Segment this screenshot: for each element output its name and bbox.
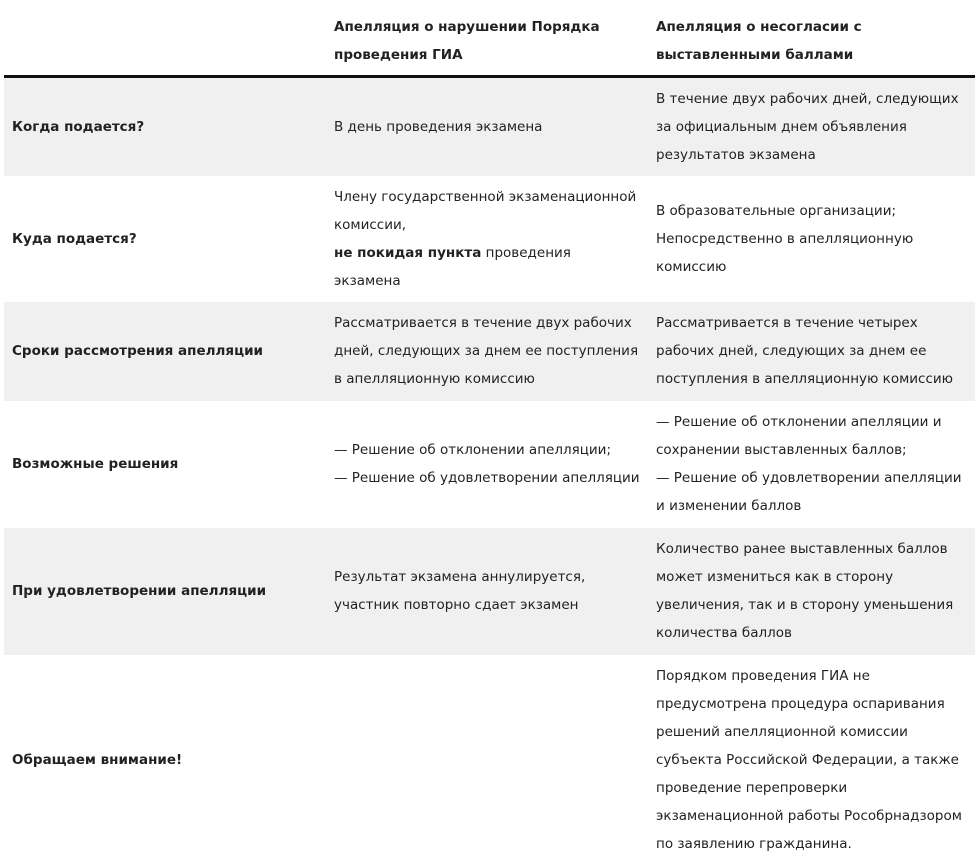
table-row-when bbox=[4, 76, 975, 176]
cell-score-disagreement bbox=[648, 401, 975, 528]
cell-text: проведения экзамена bbox=[334, 244, 571, 289]
row-label: Обращаем внимание! bbox=[12, 751, 183, 768]
cell-procedure-violation: Рассматривается в течение двух рабочих дней, следующих за днем ее поступления в апелляционную комиссию bbox=[326, 302, 648, 401]
table-row-review-period bbox=[4, 302, 975, 401]
table-body bbox=[4, 76, 975, 865]
header-score-disagreement: Апелляция о несогласии с выставленными баллами bbox=[648, 0, 975, 76]
row-label: Сроки рассмотрения апелляции bbox=[4, 302, 326, 401]
cell-score-disagreement: Рассматривается в течение четырех рабочих дней, следующих за днем ее поступления в апелляционную комиссию bbox=[648, 302, 975, 401]
cell-line: — Решение об отклонении апелляции; bbox=[334, 442, 612, 458]
row-label: Куда подается? bbox=[12, 230, 137, 247]
table-row-decisions bbox=[4, 401, 975, 528]
cell-line: Непосредственно в апелляционную комиссию bbox=[656, 230, 914, 275]
cell-procedure-violation bbox=[326, 401, 648, 528]
appeal-comparison-table bbox=[4, 0, 975, 865]
table-row-attention bbox=[4, 655, 975, 865]
cell-score-disagreement: Количество ранее выставленных баллов может измениться как в сторону увеличения, так и в сторону уменьшения количества баллов bbox=[648, 528, 975, 655]
row-label: Когда подается? bbox=[4, 76, 326, 176]
emphasis-text: не покидая пункта bbox=[334, 244, 482, 261]
row-label: Возможные решения bbox=[12, 456, 179, 472]
cell-line: — Решение об отклонении апелляции и сохранении выставленных баллов; bbox=[656, 414, 942, 458]
row-label: При удовлетворении апелляции bbox=[4, 528, 326, 655]
cell-line: — Решение об удовлетворении апелляции bbox=[334, 470, 640, 486]
cell-score-disagreement: Порядком проведения ГИА не предусмотрена процедура оспаривания решений апелляционной комиссии субъекта Российской Федерации, а также проведение перепроверки экзаменационной работы Рособрнадзором по заявлению гражданина. bbox=[656, 667, 962, 852]
cell-procedure-violation: Результат экзамена аннулируется, участник повторно сдает экзамен bbox=[326, 528, 648, 655]
table-row-where bbox=[4, 176, 975, 302]
cell-score-disagreement: В течение двух рабочих дней, следующих за официальным днем объявления результатов экзамена bbox=[648, 76, 975, 176]
header-procedure-violation: Апелляция о нарушении Порядка проведения ГИА bbox=[326, 0, 648, 76]
cell-line: В образовательные организации; bbox=[656, 202, 897, 219]
cell-procedure-violation bbox=[326, 655, 648, 865]
cell-procedure-violation: В день проведения экзамена bbox=[326, 76, 648, 176]
cell-line: Члену государственной экзаменационной комиссии, bbox=[334, 188, 637, 233]
cell-score-disagreement bbox=[648, 176, 975, 302]
table-header bbox=[4, 0, 975, 76]
header-row bbox=[4, 0, 975, 76]
table-row-if-satisfied bbox=[4, 528, 975, 655]
cell-line: — Решение об удовлетворении апелляции и изменении баллов bbox=[656, 470, 962, 514]
cell-procedure-violation bbox=[326, 176, 648, 302]
cell-line bbox=[334, 239, 640, 295]
header-empty-cell bbox=[4, 0, 326, 76]
